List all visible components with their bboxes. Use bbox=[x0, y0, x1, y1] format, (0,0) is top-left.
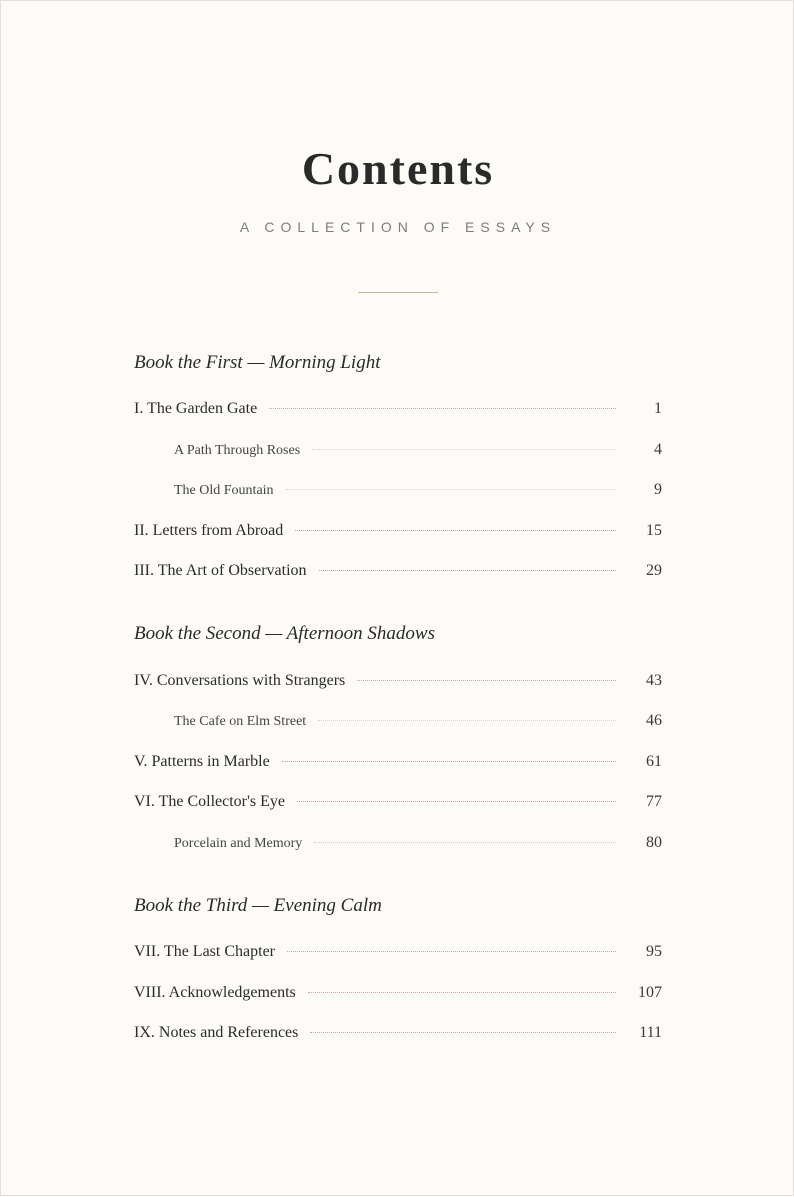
entry-page-number: 95 bbox=[646, 943, 662, 960]
toc-subentry[interactable] bbox=[174, 834, 662, 856]
entry-label: V. Patterns in Marble bbox=[134, 753, 270, 770]
toc-entry[interactable] bbox=[134, 1024, 662, 1046]
entry-label: Porcelain and Memory bbox=[174, 836, 303, 851]
entry-page-number: 43 bbox=[646, 672, 662, 689]
toc-entry[interactable] bbox=[134, 943, 662, 965]
book-heading-third: Book the Third — Evening Calm bbox=[134, 895, 382, 916]
dot-leader bbox=[297, 801, 616, 802]
entry-label: A Path Through Roses bbox=[174, 443, 301, 458]
entry-label: III. The Art of Observation bbox=[134, 562, 307, 579]
entry-page-number: 46 bbox=[646, 712, 662, 729]
dot-leader bbox=[295, 530, 616, 531]
entry-page-number: 80 bbox=[646, 834, 662, 851]
dot-leader bbox=[282, 761, 616, 762]
dot-leader bbox=[286, 489, 616, 490]
toc-entry[interactable] bbox=[134, 400, 662, 422]
toc-entry[interactable] bbox=[134, 522, 662, 544]
dot-leader bbox=[269, 408, 616, 409]
page-subtitle: A COLLECTION OF ESSAYS bbox=[239, 219, 557, 235]
toc-subentry[interactable] bbox=[174, 481, 662, 503]
dot-leader bbox=[357, 680, 616, 681]
dot-leader bbox=[287, 951, 616, 952]
dot-leader bbox=[310, 1032, 616, 1033]
entry-label: I. The Garden Gate bbox=[134, 400, 258, 417]
dot-leader bbox=[319, 570, 616, 571]
entry-page-number: 15 bbox=[646, 522, 662, 539]
entry-label: II. Letters from Abroad bbox=[134, 522, 284, 539]
title-divider bbox=[358, 292, 438, 293]
toc-entry[interactable] bbox=[134, 562, 662, 584]
entry-page-number: 1 bbox=[654, 400, 662, 417]
entry-label: The Cafe on Elm Street bbox=[174, 714, 307, 729]
entry-page-number: 9 bbox=[654, 481, 662, 498]
entry-label: IV. Conversations with Strangers bbox=[134, 672, 346, 689]
toc-entry[interactable] bbox=[134, 672, 662, 694]
entry-page-number: 61 bbox=[646, 753, 662, 770]
entry-label: VII. The Last Chapter bbox=[134, 943, 275, 960]
entry-label: The Old Fountain bbox=[174, 483, 274, 498]
dot-leader bbox=[312, 449, 616, 450]
toc-entry[interactable] bbox=[134, 984, 662, 1006]
dot-leader bbox=[314, 842, 616, 843]
dot-leader bbox=[308, 992, 616, 993]
toc-subentry[interactable] bbox=[174, 712, 662, 734]
entry-label: VIII. Acknowledgements bbox=[134, 984, 296, 1001]
entry-label: VI. The Collector's Eye bbox=[134, 793, 285, 810]
toc-entry[interactable] bbox=[134, 753, 662, 775]
book-heading-first: Book the First — Morning Light bbox=[134, 352, 381, 373]
page-title: Contents bbox=[301, 143, 495, 194]
entry-label: IX. Notes and References bbox=[134, 1024, 299, 1041]
entry-page-number: 107 bbox=[638, 984, 662, 1001]
toc-subentry[interactable] bbox=[174, 441, 662, 463]
entry-page-number: 111 bbox=[639, 1024, 662, 1041]
entry-page-number: 29 bbox=[646, 562, 662, 579]
entry-page-number: 4 bbox=[654, 441, 662, 458]
toc-entry[interactable] bbox=[134, 793, 662, 815]
contents-page bbox=[1, 1, 794, 1197]
entry-page-number: 77 bbox=[646, 793, 662, 810]
dot-leader bbox=[318, 720, 616, 721]
book-heading-second: Book the Second — Afternoon Shadows bbox=[134, 623, 435, 644]
